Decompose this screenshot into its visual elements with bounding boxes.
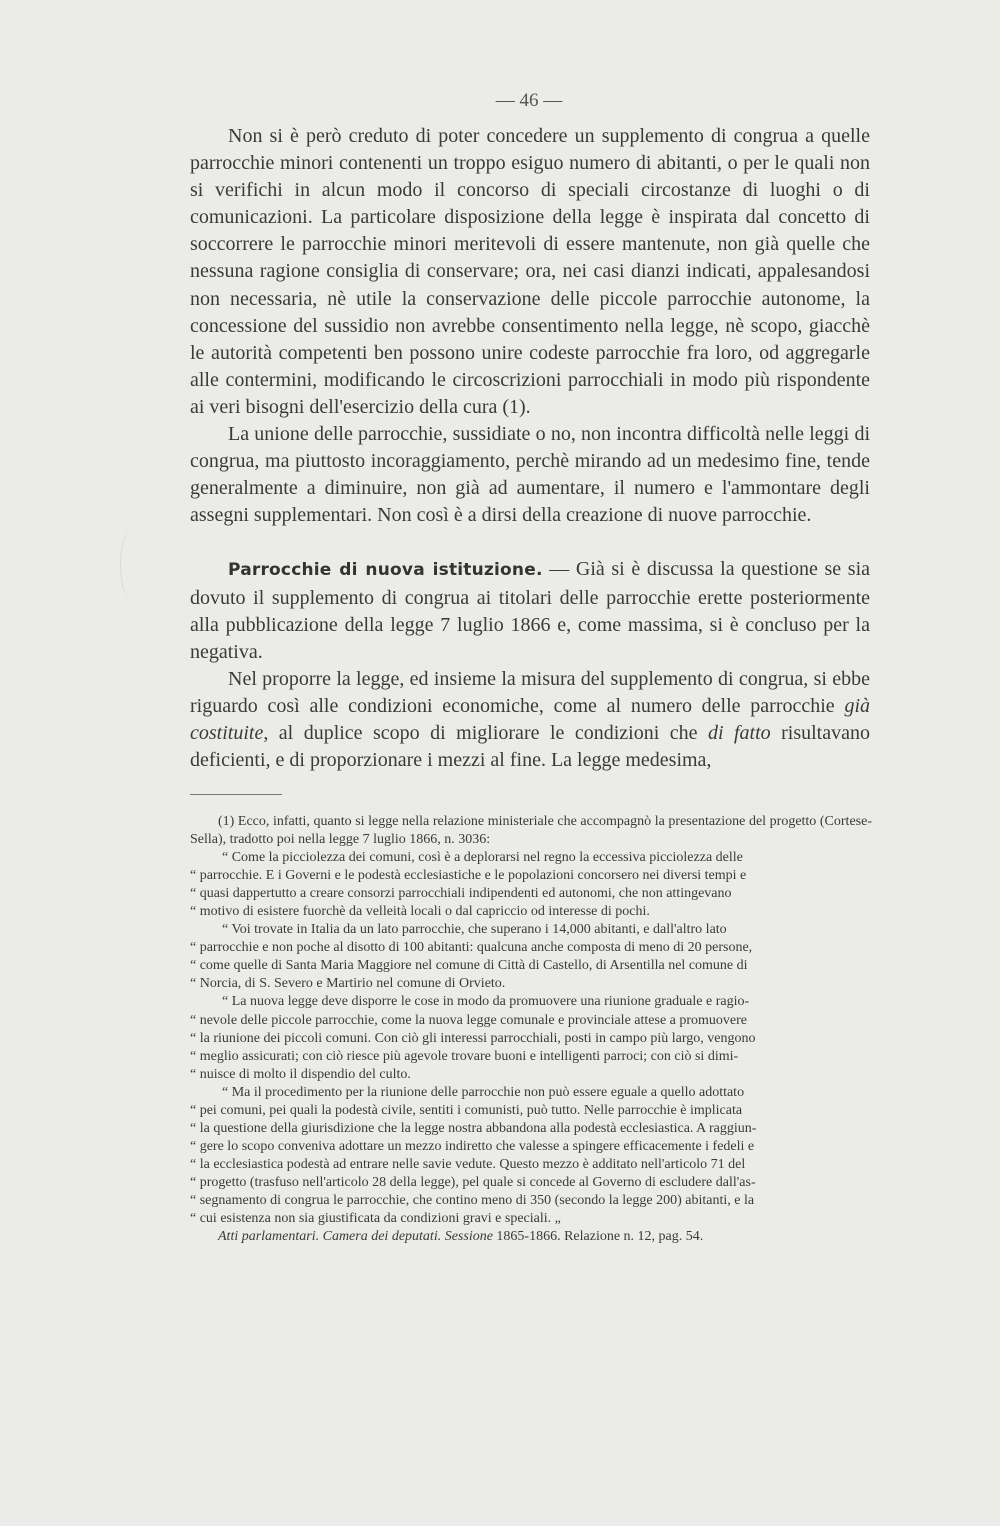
quote-line: “ nevole delle piccole parrocchie, come la nuova legge comunale e provinciale attese a promuovere bbox=[190, 1012, 748, 1028]
quote-line: “ parrocchie. E i Governi e le podestà ecclesiastiche e le popolazioni concorsero nei diversi tempi e bbox=[190, 868, 747, 884]
text-run: Nel proporre la legge, ed insieme la misura del supplemento di congrua, si ebbe riguardo così alle condizioni economiche, come al numero delle parrocchie bbox=[190, 667, 870, 717]
quote-line: “ Come la picciolezza dei comuni, così è a deplorarsi nel regno la eccessiva picciolezza delle bbox=[222, 850, 743, 866]
section-text: — Già si è discussa la questione se sia dovuto il supplemento di congrua ai titolari delle parrocchie erette posteriormente alla pubblicazione della legge 7 luglio 1866 e, come massima, si è concluso per la negativa. bbox=[190, 558, 871, 663]
section-paragraph bbox=[190, 556, 870, 665]
quote-line: “ motivo di esistere fuorchè da velleità locali o dal capriccio od interesse di pochi. bbox=[190, 904, 650, 920]
footnote-separator bbox=[190, 794, 282, 795]
quote-line: “ segnamento di congrua le parrocchie, che contino meno di 350 (secondo la legge 200) abitanti, e la bbox=[190, 1192, 755, 1208]
reference-upright: 1865-1866. Relazione n. 12, pag. 54. bbox=[492, 1229, 704, 1245]
quote-line: “ progetto (trasfuso nell'articolo 28 della legge), pel quale si concede al Governo di escludere dall'as- bbox=[190, 1174, 756, 1190]
quote-line: “ Ma il procedimento per la riunione delle parrocchie non può essere eguale a quello adottato bbox=[222, 1084, 745, 1100]
quote-line: “ gere lo scopo conveniva adottare un mezzo indiretto che valesse a spingere efficacemente i fedeli e bbox=[190, 1138, 755, 1154]
main-text bbox=[190, 123, 870, 774]
quote-line: “ la questione della giurisdizione che la legge nostra abbandona alla podestà ecclesiastica. A raggiun- bbox=[190, 1120, 757, 1136]
quote-line: “ La nuova legge deve disporre le cose in modo da promuovere una riunione graduale e ragio- bbox=[222, 994, 750, 1010]
paragraph: Non si è però creduto di poter concedere un supplemento di congrua a quelle parrocchie minori contenenti un troppo esiguo numero di abitanti, o per le quali non si verifichi in alcun modo il concorso di speciali circostanze di luoghi o di comunicazioni. La particolare disposizione della legge è inspirata dal concetto di soccorrere le parrocchie minori meritevoli di essere mantenute, non già quelle che nessuna ragione consiglia di conservare; ora, nei casi dianzi indicati, appalesandosi non necessaria, nè utile la conservazione delle piccole parrocchie autonome, la concessione del sussidio non avrebbe consentimento nella legge, nè scopo, giacchè le autorità competenti ben possono unire codeste parrocchie fra loro, od aggregarle alle contermini, modificando le circoscrizioni parrocchiali in modo più rispondente ai veri bisogni dell'esercizio della cura (1). bbox=[190, 125, 870, 418]
paragraph: La unione delle parrocchie, sussidiate o no, non incontra difficoltà nelle leggi di congrua, ma piuttosto incoraggiamento, perchè mirando ad un medesimo fine, tende generalmente a diminuire, non già ad aumentare, il numero e l'ammontare degli assegni supplementari. Non così è a dirsi della creazione di nuove parrocchie. bbox=[190, 423, 870, 527]
quote-line: “ pei comuni, pei quali la podestà civile, sentiti i comunisti, può tutto. Nelle parrocchie è implicata bbox=[190, 1102, 743, 1118]
paragraph bbox=[190, 666, 870, 774]
margin-mark bbox=[120, 530, 143, 600]
quote-line: “ Voi trovate in Italia da un lato parrocchie, che superano i 14,000 abitanti, e dall'altro lato bbox=[222, 922, 727, 938]
quote-line: “ cui esistenza non sia giustificata da condizioni gravi e speciali. „ bbox=[190, 1211, 561, 1227]
quote-line: “ la ecclesiastica podestà ad entrare nelle savie vedute. Questo mezzo è additato nell'articolo 71 del bbox=[190, 1156, 746, 1172]
quote-line: “ nuisce di molto il dispendio del culto. bbox=[190, 1066, 411, 1082]
section-heading: Parrocchie di nuova istituzione. bbox=[228, 560, 543, 581]
italic-run: già costituite bbox=[190, 694, 870, 744]
footnote-intro: (1) Ecco, infatti, quanto si legge nella relazione ministeriale che accompagnò la presentazione del progetto (Cortese-Sella), tradotto poi nella legge 7 luglio 1866, n. 3036: bbox=[190, 814, 872, 848]
footnote-reference bbox=[190, 1228, 872, 1246]
italic-run: di fatto bbox=[707, 721, 771, 744]
reference-italic: Atti parlamentari. Camera dei deputati. Sessione bbox=[218, 1229, 493, 1245]
text-run: risultavano deficienti, e di proporzionare i mezzi al fine. La legge medesima, bbox=[190, 721, 870, 772]
quote-line: “ parrocchie e non poche al disotto di 100 abitanti: qualcuna anche composta di meno di 20 persone, bbox=[190, 940, 753, 956]
quote-line: “ meglio assicurati; con ciò riesce più agevole trovare buoni e intelligenti parroci; con ciò si dimi- bbox=[190, 1048, 739, 1064]
quote-line: “ Norcia, di S. Severo e Martirio nel comune di Orvieto. bbox=[190, 976, 506, 992]
page-number: — 46 — bbox=[495, 90, 563, 111]
text-run: , al duplice scopo di migliorare le condizioni che bbox=[263, 721, 708, 744]
footnote-quote bbox=[190, 849, 872, 1228]
footnotes bbox=[190, 813, 872, 1246]
quote-line: “ come quelle di Santa Maria Maggiore nel comune di Città di Castello, di Arsentilla nel comune di bbox=[190, 958, 748, 974]
quote-line: “ quasi dappertutto a creare consorzi parrocchiali indipendenti ed autonomi, che non attingevano bbox=[190, 886, 732, 902]
quote-line: “ la riunione dei piccoli comuni. Con ciò gli interessi parrocchiali, posti in campo più largo, vengono bbox=[190, 1030, 756, 1046]
